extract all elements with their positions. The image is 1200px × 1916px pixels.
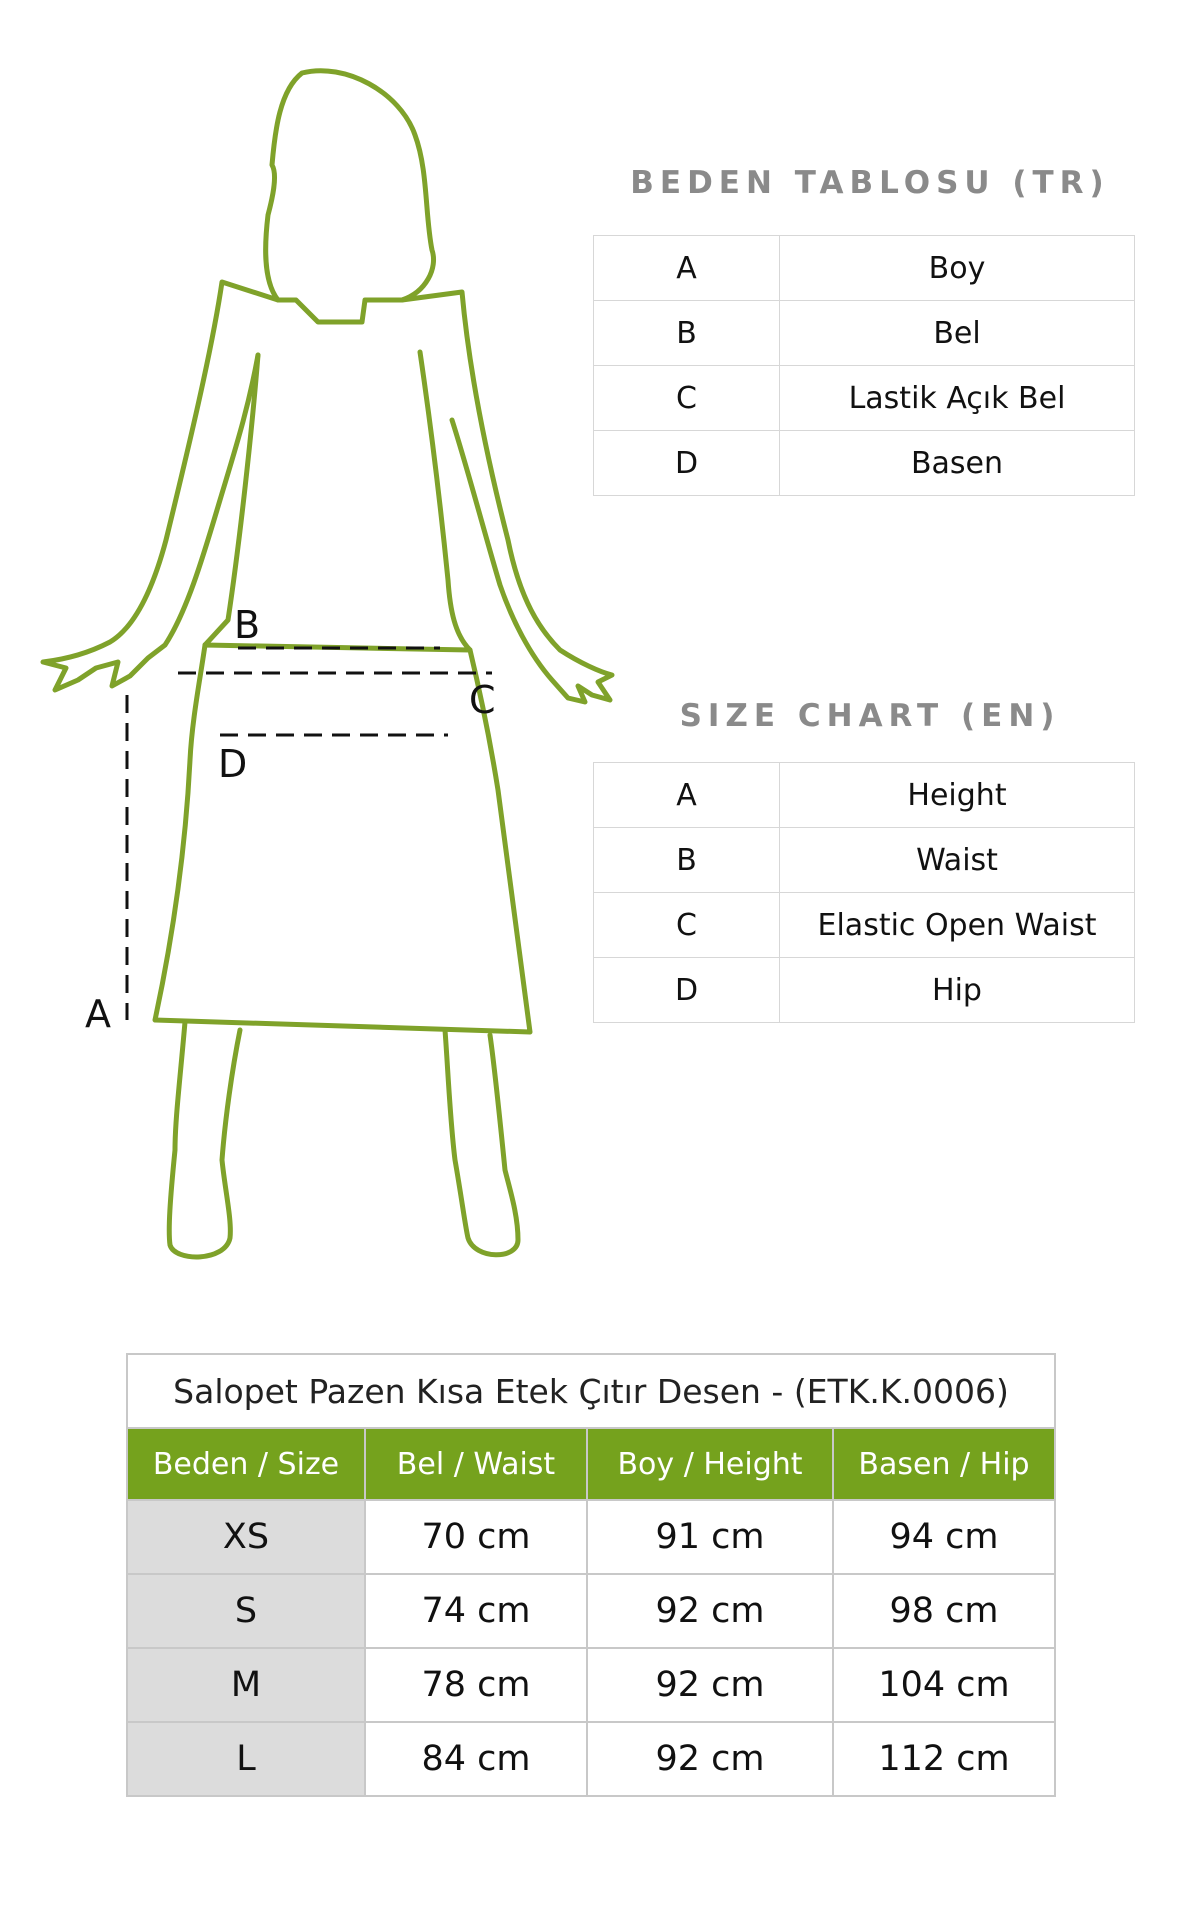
size-table-header — [127, 1428, 1055, 1500]
size-cell: L — [127, 1722, 365, 1796]
table-row — [127, 1574, 1055, 1648]
label-b: B — [234, 603, 261, 647]
label-c: C — [469, 678, 496, 722]
legend-code: B — [594, 301, 780, 366]
legend-code: D — [594, 958, 780, 1023]
legend-tr-row — [594, 366, 1135, 431]
legend-en-row — [594, 958, 1135, 1023]
legend-tr-title: BEDEN TABLOSU (TR) — [630, 165, 1110, 201]
header-hip: Basen / Hip — [833, 1428, 1055, 1500]
legend-en-row — [594, 763, 1135, 828]
header-size: Beden / Size — [127, 1428, 365, 1500]
height-cell: 92 cm — [587, 1648, 833, 1722]
hip-cell: 112 cm — [833, 1722, 1055, 1796]
legend-tr-row — [594, 236, 1135, 301]
hip-cell: 94 cm — [833, 1500, 1055, 1574]
header-height: Boy / Height — [587, 1428, 833, 1500]
legend-code: B — [594, 828, 780, 893]
legend-en-table — [593, 762, 1135, 1023]
waist-cell: 78 cm — [365, 1648, 587, 1722]
table-row — [127, 1722, 1055, 1796]
legend-en-row — [594, 828, 1135, 893]
size-cell: XS — [127, 1500, 365, 1574]
legend-code: A — [594, 763, 780, 828]
legend-code: C — [594, 366, 780, 431]
waist-cell: 84 cm — [365, 1722, 587, 1796]
legend-tr-table — [593, 235, 1135, 496]
child-silhouette-diagram — [0, 0, 640, 1300]
height-cell: 92 cm — [587, 1574, 833, 1648]
measurement-guides — [127, 648, 492, 1020]
legend-label: Waist — [780, 828, 1135, 893]
legend-code: A — [594, 236, 780, 301]
size-cell: M — [127, 1648, 365, 1722]
label-a: A — [85, 992, 111, 1036]
legend-tr-row — [594, 301, 1135, 366]
legend-code: C — [594, 893, 780, 958]
header-waist: Bel / Waist — [365, 1428, 587, 1500]
legend-label: Hip — [780, 958, 1135, 1023]
height-cell: 91 cm — [587, 1500, 833, 1574]
waist-cell: 74 cm — [365, 1574, 587, 1648]
height-cell: 92 cm — [587, 1722, 833, 1796]
legend-en-row — [594, 893, 1135, 958]
legend-en-title: SIZE CHART (EN) — [679, 698, 1061, 734]
legend-label: Basen — [780, 431, 1135, 496]
legend-label: Height — [780, 763, 1135, 828]
legend-tr-row — [594, 431, 1135, 496]
waist-cell: 70 cm — [365, 1500, 587, 1574]
label-d: D — [218, 742, 248, 786]
legend-label: Lastik Açık Bel — [780, 366, 1135, 431]
table-row — [127, 1648, 1055, 1722]
body-outline — [43, 71, 612, 1257]
legend-code: D — [594, 431, 780, 496]
size-cell: S — [127, 1574, 365, 1648]
legend-label: Boy — [780, 236, 1135, 301]
table-row — [127, 1500, 1055, 1574]
legend-label: Bel — [780, 301, 1135, 366]
hip-cell: 98 cm — [833, 1574, 1055, 1648]
size-table-title: Salopet Pazen Kısa Etek Çıtır Desen - (ETK.K.0006) — [127, 1354, 1055, 1428]
hip-cell: 104 cm — [833, 1648, 1055, 1722]
legend-label: Elastic Open Waist — [780, 893, 1135, 958]
size-table — [126, 1353, 1056, 1797]
